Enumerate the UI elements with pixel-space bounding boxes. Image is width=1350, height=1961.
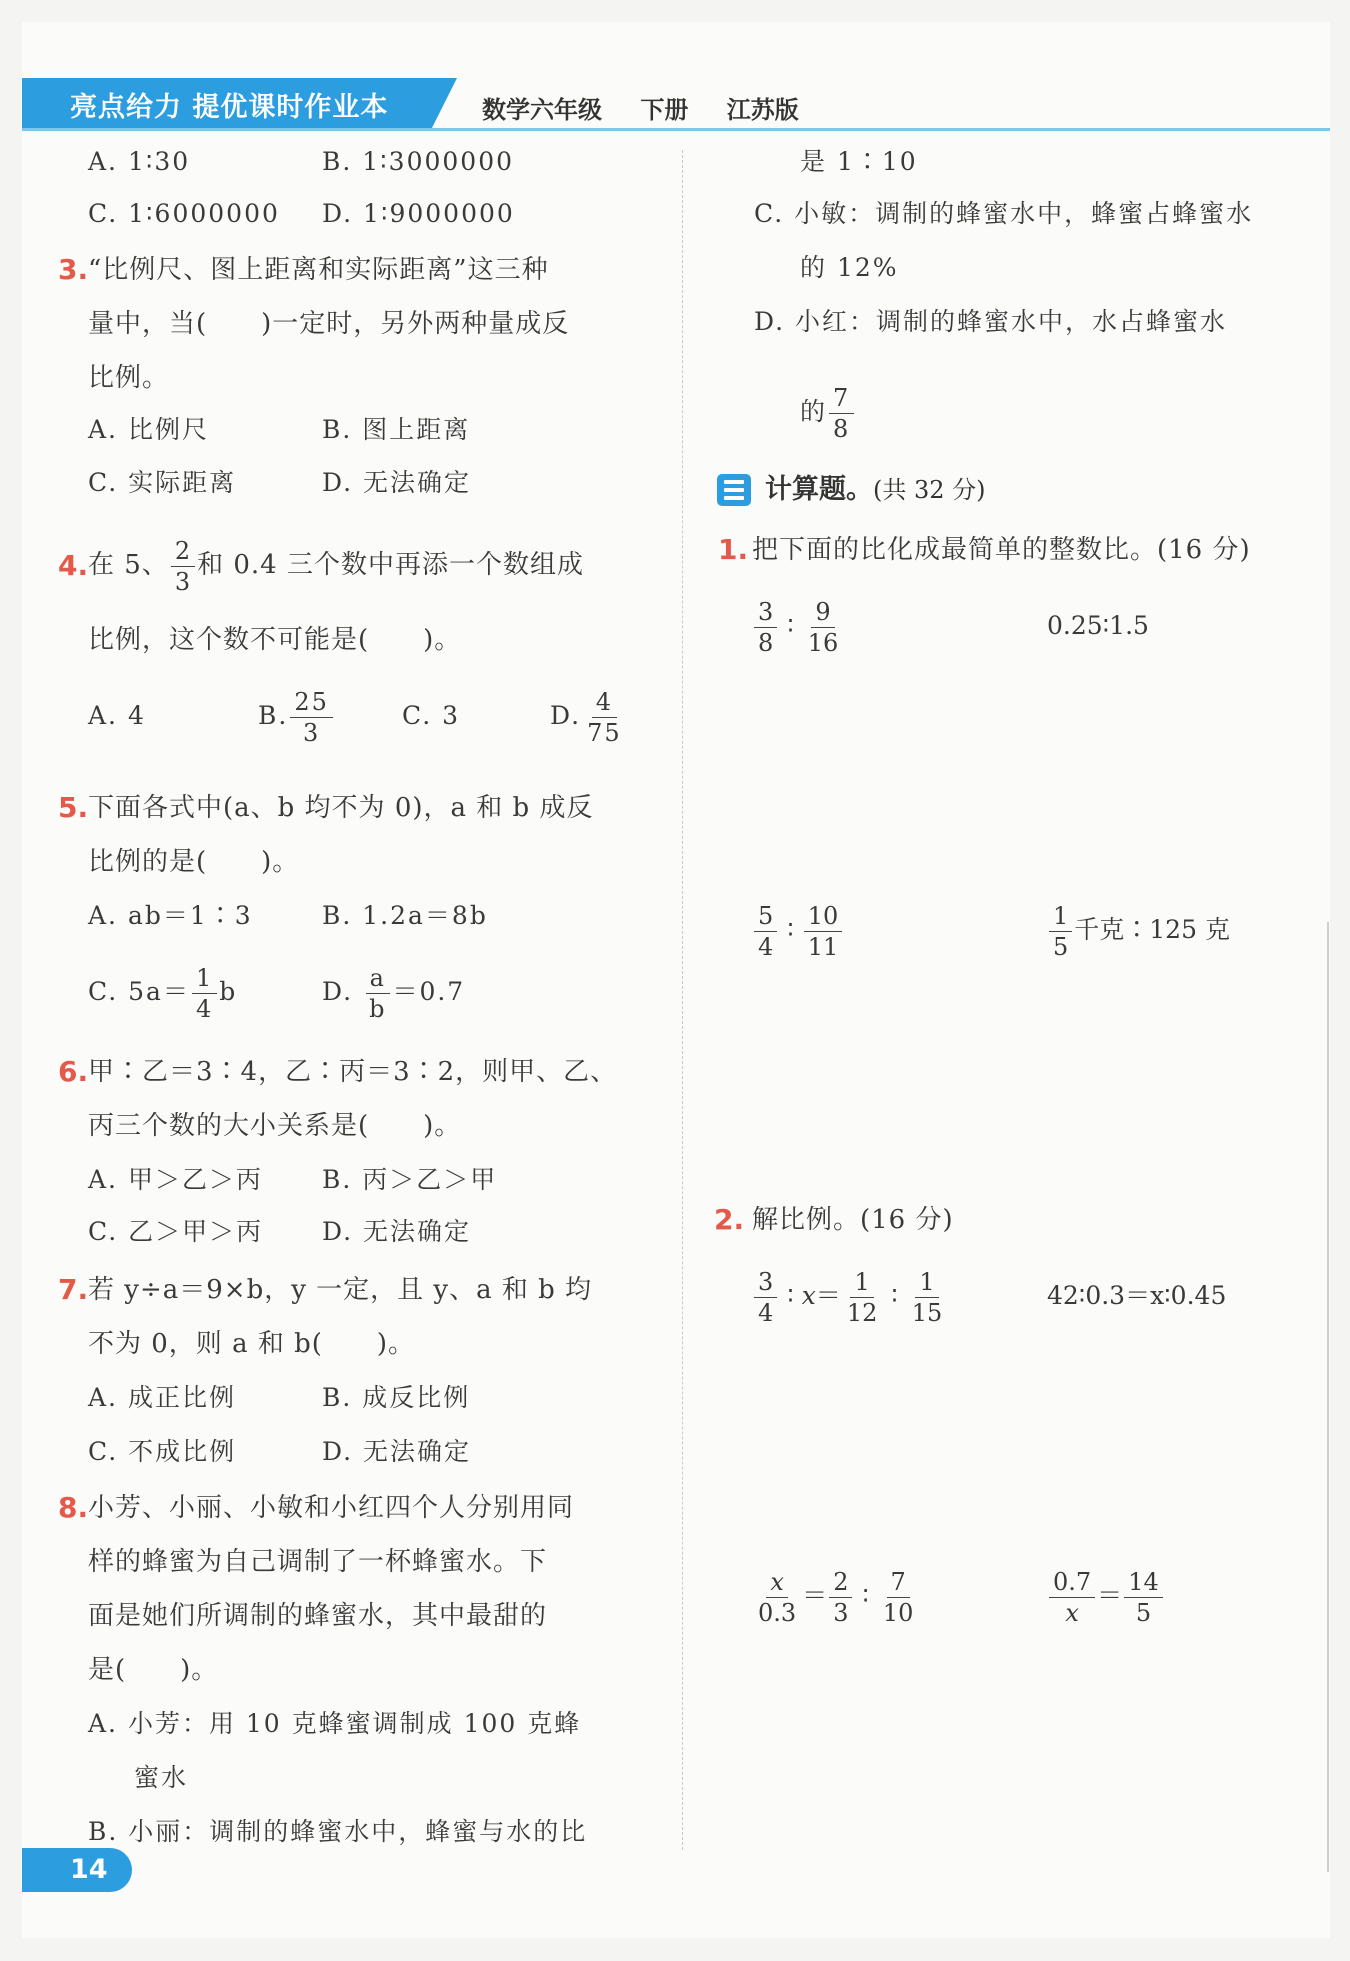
p1-e1-b-den: 16 — [807, 629, 839, 657]
p1-e1-a-num: 3 — [754, 597, 777, 628]
q4-option-d-fraction — [583, 687, 626, 748]
q4-line-2: 比例，这个数不可能是( )。 — [88, 625, 462, 655]
p2-e1-c-num: 1 — [915, 1267, 938, 1298]
q5-option-c-fraction — [192, 963, 217, 1024]
q2-option-d[interactable]: D. 1∶9000000 — [322, 199, 515, 228]
q4-option-c[interactable]: C. 3 — [402, 701, 461, 730]
p1-e4-rest: 千克∶125 克 — [1074, 915, 1230, 944]
q3-line-2: 量中，当( )一定时，另外两种量成反 — [88, 309, 570, 339]
p2-e4-a-num: 0.7 — [1049, 1567, 1095, 1598]
q8-option-d-denominator: 8 — [833, 415, 851, 443]
q8-number: 8. — [58, 1491, 89, 1524]
q6-option-b[interactable]: B. 丙＞乙＞甲 — [322, 1165, 498, 1194]
p2-text: 解比例。(16 分) — [752, 1205, 954, 1235]
q6-number: 6. — [58, 1055, 89, 1088]
q4-option-a[interactable]: A. 4 — [88, 701, 146, 730]
edition-label: 江苏版 — [726, 96, 799, 124]
q8-option-d-line-2[interactable] — [800, 374, 856, 450]
q5-option-b[interactable]: B. 1.2a＝8b — [322, 901, 488, 930]
volume-label: 下册 — [640, 96, 689, 124]
page-number: 14 — [22, 1848, 132, 1892]
p2-expr-2: 42∶0.3＝x∶0.45 — [1047, 1281, 1227, 1310]
q6-option-a[interactable]: A. 甲＞乙＞丙 — [88, 1165, 263, 1194]
q5-option-c-numerator: 1 — [192, 963, 217, 994]
q3-number: 3. — [58, 253, 89, 286]
q4-option-b[interactable] — [258, 678, 335, 754]
q7-number: 7. — [58, 1273, 89, 1306]
page-edge-line — [1327, 922, 1329, 1872]
q5-option-c-var: b — [219, 977, 238, 1006]
q5-option-c-denominator: 4 — [195, 995, 214, 1023]
q7-option-c[interactable]: C. 不成比例 — [88, 1437, 237, 1466]
p1-number: 1. — [718, 533, 749, 566]
q8-option-b-line-2[interactable]: 是 1∶10 — [800, 147, 918, 176]
p2-e3-c-den: 10 — [882, 1599, 914, 1627]
q8-option-c-line-2[interactable]: 的 12% — [800, 253, 899, 282]
p2-e3-a-den: 0.3 — [758, 1599, 797, 1627]
q4-option-b-label: B. — [258, 701, 289, 730]
p1-e1-a-den: 8 — [758, 629, 774, 657]
column-divider — [682, 150, 684, 1850]
q4-option-d-numerator: 4 — [592, 687, 617, 718]
q3-line-1: “比例尺、图上距离和实际距离”这三种 — [88, 255, 549, 285]
p2-e4-a-den: x — [1065, 1599, 1079, 1627]
q4-text-b: 和 0.4 三个数中再添一个数组成 — [197, 550, 584, 580]
q3-line-3: 比例。 — [88, 363, 170, 393]
q5-option-d[interactable] — [322, 956, 465, 1028]
q8-option-a-line-1[interactable]: A. 小芳：用 10 克蜂蜜调制成 100 克蜂 — [88, 1709, 582, 1738]
q4-number: 4. — [58, 549, 89, 582]
p2-e1-x: x — [801, 1281, 816, 1310]
q3-option-b[interactable]: B. 图上距离 — [322, 415, 471, 444]
q5-line-2: 比例的是( )。 — [88, 847, 300, 877]
q4-option-d-denominator: 75 — [587, 719, 622, 747]
p2-e4-b-num: 14 — [1124, 1567, 1163, 1598]
section-three-icon — [717, 474, 751, 506]
q8-option-a-line-2[interactable]: 蜜水 — [134, 1763, 189, 1792]
q8-option-d-fraction — [829, 383, 854, 444]
worksheet-page — [22, 22, 1330, 1938]
p1-e3-b-num: 10 — [804, 901, 843, 932]
q5-option-d-denominator: b — [369, 995, 387, 1023]
p1-e1-b-num: 9 — [811, 597, 834, 628]
q8-option-d-line-1[interactable]: D. 小红：调制的蜂蜜水中，水占蜂蜜水 — [754, 307, 1228, 336]
q4-option-b-numerator: 25 — [290, 687, 333, 718]
q5-option-c-text: C. 5a＝ — [88, 977, 190, 1006]
book-brand: 亮点给力 提优课时作业本 — [70, 92, 389, 123]
p1-e3-a-den: 4 — [758, 933, 774, 961]
p1-e4-a-num: 1 — [1049, 901, 1072, 932]
q8-line-2: 样的蜂蜜为自己调制了一杯蜂蜜水。下 — [88, 1547, 548, 1577]
q5-number: 5. — [58, 791, 89, 824]
q2-option-a[interactable]: A. 1∶30 — [88, 147, 191, 176]
q6-option-d[interactable]: D. 无法确定 — [322, 1217, 472, 1246]
p2-e3-b-num: 2 — [829, 1567, 852, 1598]
p2-e1-b-den: 12 — [846, 1299, 878, 1327]
header-line — [22, 128, 1330, 131]
q6-option-c[interactable]: C. 乙＞甲＞丙 — [88, 1217, 264, 1246]
q7-option-b[interactable]: B. 成反比例 — [322, 1383, 471, 1412]
q4-option-d[interactable] — [550, 678, 628, 754]
p2-expr-4: $\frac{0.7}{x}$ ＝ $\frac{14}{5}$ — [1047, 1558, 1165, 1634]
q5-option-d-value: ＝0.7 — [392, 977, 466, 1006]
section-points: (共 32 分) — [873, 476, 986, 504]
section-title-text: 计算题。 — [765, 474, 873, 505]
p1-e4-a-den: 5 — [1053, 933, 1069, 961]
q3-option-a[interactable]: A. 比例尺 — [88, 415, 209, 444]
q5-option-d-fraction — [365, 963, 390, 1024]
p2-e3-b-den: 3 — [833, 1599, 849, 1627]
q4-frac-numerator: 2 — [171, 536, 195, 567]
q7-line-2: 不为 0，则 a 和 b( )。 — [88, 1329, 416, 1359]
p1-e3-b-den: 11 — [807, 933, 839, 961]
q7-line-1: 若 y÷a＝9×b，y 一定，且 y、a 和 b 均 — [88, 1275, 593, 1305]
q5-option-a[interactable]: A. ab＝1∶3 — [88, 901, 253, 930]
p2-e3-c-num: 7 — [887, 1567, 910, 1598]
p2-e3-a-num: x — [766, 1567, 788, 1598]
q4-option-b-fraction — [290, 687, 333, 748]
p2-e4-b-den: 5 — [1135, 1599, 1152, 1627]
q4-option-d-label: D. — [550, 701, 582, 730]
q7-option-a[interactable]: A. 成正比例 — [88, 1383, 236, 1412]
q4-option-b-denominator: 3 — [302, 719, 321, 747]
p2-expr-3: $\frac{x}{0.3}$ ＝ $\frac{2}{3}$ ∶ $\frac{7}{10}$ — [752, 1558, 919, 1634]
q8-option-b-line-1[interactable]: B. 小丽：调制的蜂蜜水中，蜂蜜与水的比 — [88, 1817, 588, 1846]
q4-frac-denominator: 3 — [174, 567, 192, 596]
q8-line-1: 小芳、小丽、小敏和小红四个人分别用同 — [88, 1493, 575, 1523]
q8-option-d-text: 的 — [800, 397, 828, 426]
q3-option-c[interactable]: C. 实际距离 — [88, 468, 237, 497]
q8-line-4: 是( )。 — [88, 1655, 219, 1685]
q8-line-3: 面是她们所调制的蜂蜜水，其中最甜的 — [88, 1601, 548, 1631]
grade-label: 数学六年级 — [482, 96, 602, 124]
q8-option-d-numerator: 7 — [829, 383, 854, 414]
p2-e1-a-num: 3 — [754, 1267, 777, 1298]
q5-option-c[interactable] — [88, 956, 237, 1028]
p1-expr-3: $\frac{5}{4}$ ∶ $\frac{10}{11}$ — [752, 892, 844, 968]
p2-e1-b-num: 1 — [850, 1267, 873, 1298]
q4-text-a: 在 5、 — [88, 550, 169, 580]
p1-expr-2: 0.25∶1.5 — [1047, 611, 1149, 640]
section-title — [765, 470, 986, 510]
p2-e1-c-den: 15 — [911, 1299, 943, 1327]
q5-line-1: 下面各式中(a、b 均不为 0)，a 和 b 成反 — [88, 793, 594, 823]
q5-option-d-label: D. — [322, 977, 354, 1006]
p1-text: 把下面的比化成最简单的整数比。(16 分) — [752, 535, 1251, 565]
q3-option-d[interactable]: D. 无法确定 — [322, 468, 472, 497]
p2-expr-1: $\frac{3}{4}$ ∶ x＝ $\frac{1}{12}$ ∶ $\frac{1}{15}$ — [752, 1258, 948, 1334]
p1-expr-1: $\frac{3}{8}$ ∶ $\frac{9}{16}$ — [752, 588, 844, 664]
p2-e1-a-den: 4 — [758, 1299, 774, 1327]
p1-e3-a-num: 5 — [754, 901, 777, 932]
q4-line-1 — [88, 530, 584, 600]
q6-line-2: 丙三个数的大小关系是( )。 — [88, 1111, 462, 1141]
q7-option-d[interactable]: D. 无法确定 — [322, 1437, 472, 1466]
q8-option-c-line-1[interactable]: C. 小敏：调制的蜂蜜水中，蜂蜜占蜂蜜水 — [754, 199, 1254, 228]
p2-number: 2. — [714, 1203, 745, 1236]
q2-option-c[interactable]: C. 1∶6000000 — [88, 199, 280, 228]
q6-line-1: 甲∶乙＝3∶4，乙∶丙＝3∶2，则甲、乙、 — [88, 1057, 618, 1087]
q2-option-b[interactable]: B. 1∶3000000 — [322, 147, 515, 176]
page-header — [22, 78, 1330, 136]
p1-expr-4 — [1047, 892, 1230, 968]
q5-option-d-numerator: a — [366, 963, 390, 994]
q4-fraction — [171, 536, 195, 597]
book-subject — [482, 90, 829, 125]
